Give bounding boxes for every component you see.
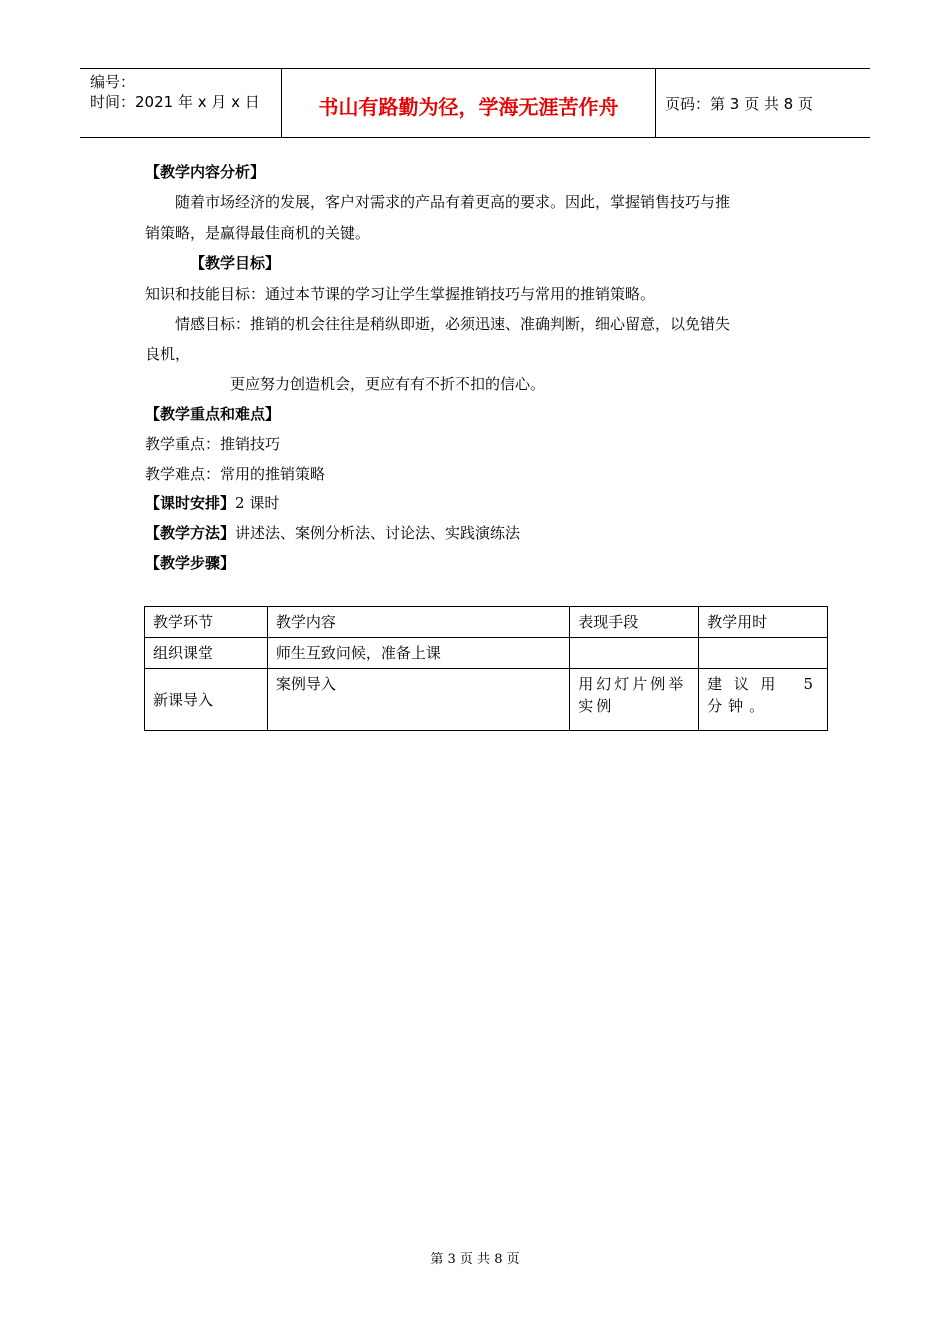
table-header-cell: 教学用时 xyxy=(699,607,828,638)
table-row xyxy=(145,669,828,731)
goal-emotion-line-1: 情感目标：推销的机会往往是稍纵即逝，必须迅速、准确判断，细心留意，以免错失 xyxy=(175,315,731,333)
analysis-line-2: 销策略，是赢得最佳商机的关键。 xyxy=(145,224,371,242)
heading-steps: 【教学步骤】 xyxy=(145,554,236,572)
table-header-row xyxy=(145,607,828,638)
methods-line xyxy=(145,522,520,543)
heading-hours: 【课时安排】 xyxy=(145,494,236,512)
heading-analysis: 【教学内容分析】 xyxy=(145,163,266,181)
teaching-steps-table xyxy=(144,606,828,731)
table-cell: 组织课堂 xyxy=(145,638,268,669)
number-label: 编号： xyxy=(90,73,136,91)
table-row xyxy=(145,638,828,669)
hours-line xyxy=(145,492,279,513)
table-cell: 新课导入 xyxy=(145,669,268,731)
goal-emotion-line-3: 更应努力创造机会，更应有有不折不扣的信心。 xyxy=(230,375,546,393)
heading-key-points: 【教学重点和难点】 xyxy=(145,405,281,423)
analysis-line-1: 随着市场经济的发展，客户对需求的产品有着更高的要求。因此，掌握销售技巧与推 xyxy=(175,193,731,211)
goal-emotion-line-2: 良机， xyxy=(145,345,191,363)
header-divider xyxy=(655,69,656,137)
table-cell xyxy=(699,638,828,669)
header-page-number: 页码：第 3 页 共 8 页 xyxy=(665,95,813,113)
header-left xyxy=(90,72,260,112)
table-header-cell: 教学内容 xyxy=(267,607,569,638)
header-motto: 书山有路勤为径，学海无涯苦作舟 xyxy=(318,95,619,119)
table-header-cell: 表现手段 xyxy=(570,607,699,638)
table-cell: 案例导入 xyxy=(267,669,569,731)
table-cell xyxy=(570,638,699,669)
page-header xyxy=(80,68,870,138)
table-cell: 建议用 5 分钟。 xyxy=(699,669,828,731)
methods-value: 讲述法、案例分析法、讨论法、实践演练法 xyxy=(235,524,521,542)
hours-value: 2 课时 xyxy=(235,494,280,512)
difficult-point: 教学难点：常用的推销策略 xyxy=(145,465,326,483)
page-footer: 第 3 页 共 8 页 xyxy=(430,1252,520,1267)
heading-methods: 【教学方法】 xyxy=(145,524,236,542)
table-header-cell: 教学环节 xyxy=(145,607,268,638)
goal-knowledge: 知识和技能目标：通过本节课的学习让学生掌握推销技巧与常用的推销策略。 xyxy=(145,285,656,303)
table-cell: 用幻灯片例举实例 xyxy=(570,669,699,731)
key-point: 教学重点：推销技巧 xyxy=(145,435,281,453)
heading-goals: 【教学目标】 xyxy=(190,254,281,272)
time-label: 时间：2021 年 x 月 x 日 xyxy=(90,93,260,111)
table-cell: 师生互致问候，准备上课 xyxy=(267,638,569,669)
